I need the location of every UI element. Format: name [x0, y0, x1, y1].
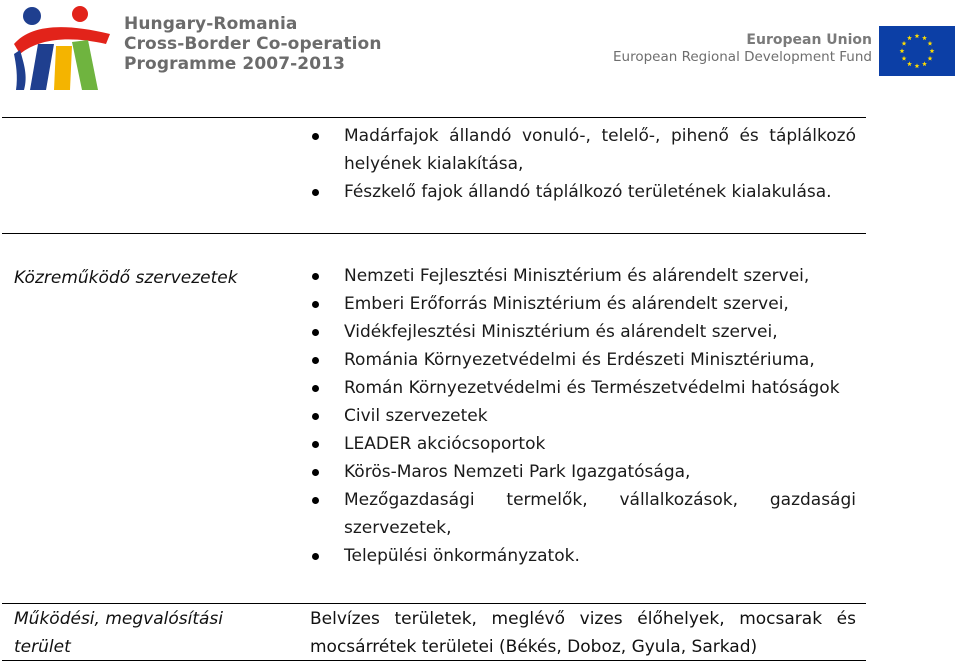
- cooperating-organizations-label: Közreműködő szervezetek: [14, 268, 238, 288]
- programme-logo: [10, 4, 114, 94]
- list-item: Civil szervezetek: [300, 402, 856, 430]
- table-rule-top: [2, 117, 866, 118]
- eu-caption-line2: European Regional Development Fund: [612, 49, 872, 65]
- eu-caption-line1: European Union: [746, 32, 872, 48]
- goals-list: [300, 122, 856, 206]
- programme-title-line1: Hungary-Romania: [124, 14, 298, 34]
- programme-title: [124, 14, 382, 74]
- list-item: Madárfajok állandó vonuló-, telelő-, pihenő és táplálkozó helyének kialakítása,: [300, 122, 856, 178]
- programme-title-line2: Cross-Border Co-operation: [124, 34, 382, 54]
- page-header: [0, 0, 960, 100]
- list-item: Fészkelő fajok állandó táplálkozó területének kialakulása.: [300, 178, 856, 206]
- list-item: LEADER akciócsoportok: [300, 430, 856, 458]
- list-item: Románia Környezetvédelmi és Erdészeti Minisztériuma,: [300, 346, 856, 374]
- table-rule-3: [2, 603, 866, 604]
- operation-area-text: Belvízes területek, meglévő vizes élőhelyek, mocsarak és mocsárrétek területei (Békés, Doboz, Gyula, Sarkad): [310, 609, 856, 657]
- cooperating-organizations-list: [300, 262, 856, 570]
- table-rule-2: [2, 233, 866, 234]
- list-item: Települési önkormányzatok.: [300, 542, 856, 570]
- programme-title-line3: Programme 2007-2013: [124, 54, 346, 74]
- operation-area-label: Működési, megvalósítási terület: [14, 609, 223, 657]
- eu-flag-icon: [879, 26, 955, 76]
- eu-caption: [613, 32, 872, 65]
- list-item: Mezőgazdasági termelők, vállalkozások, gazdasági szervezetek,: [300, 486, 856, 542]
- list-item: Vidékfejlesztési Minisztérium és alárendelt szervei,: [300, 318, 856, 346]
- list-item: Román Környezetvédelmi és Természetvédelmi hatóságok: [300, 374, 856, 402]
- list-item: Nemzeti Fejlesztési Minisztérium és alárendelt szervei,: [300, 262, 856, 290]
- list-item: Körös-Maros Nemzeti Park Igazgatósága,: [300, 458, 856, 486]
- list-item: Emberi Erőforrás Minisztérium és alárendelt szervei,: [300, 290, 856, 318]
